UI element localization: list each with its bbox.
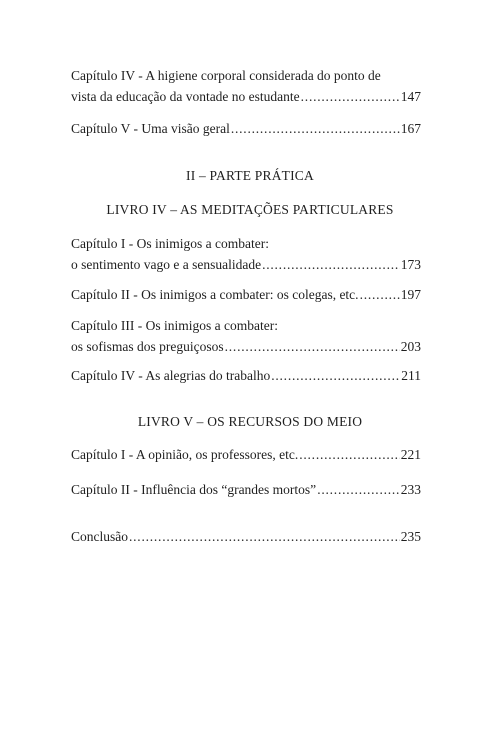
toc-page-number: 221 [400,447,421,462]
dot-leader [299,444,400,465]
toc-page-number: 167 [400,121,421,136]
toc-entry-title: Conclusão [71,529,128,544]
toc-entry-title: Capítulo IV - As alegrias do trabalho [71,368,271,383]
toc-page-number: 211 [401,368,421,383]
dot-leader [317,479,400,500]
toc-entry-title: vista da educação da vontade no estudante [71,89,300,104]
toc-entry-livro5-cap1 [71,444,421,465]
dot-leader [360,284,400,305]
toc-entry-title: Capítulo I - A opinião, os professores, etc. [71,447,299,462]
dot-leader [231,118,400,139]
toc-entry-livro4-cap4 [71,365,421,386]
toc-entry-livro4-cap3 [71,315,421,357]
toc-entry-line [71,65,421,86]
toc-entry-title: Capítulo IV - A higiene corporal considerada do ponto de [71,68,381,83]
dot-leader [271,365,400,386]
book-heading-livro-iv: LIVRO IV – AS MEDITAÇÕES PARTICULARES [106,202,394,217]
dot-leader [225,336,400,357]
book-heading-livro-v: LIVRO V – OS RECURSOS DO MEIO [137,414,363,429]
toc-entry-line [71,284,421,305]
toc-entry-line [71,444,421,465]
toc-page-number: 197 [400,287,421,302]
dot-leader [262,254,400,275]
toc-entry-line [71,254,421,275]
toc-entry-title: Capítulo II - Influência dos “grandes mortos” [71,482,317,497]
toc-entry-line [71,86,421,107]
toc-entry-line [71,233,421,254]
toc-entry-line [71,336,421,357]
dot-leader [301,86,400,107]
toc-entry-line [71,526,421,547]
toc-entry-title: Capítulo II - Os inimigos a combater: os colegas, etc. [71,287,359,302]
toc-entry-title: Capítulo I - Os inimigos a combater: [71,236,269,251]
toc-entry-line [71,315,421,336]
toc-entry-livro4-cap1 [71,233,421,275]
toc-entry-cap5-visao [71,118,421,139]
toc-entry-title: Capítulo III - Os inimigos a combater: [71,318,278,333]
toc-entry-livro4-cap2 [71,284,421,305]
toc-entry-conclusao [71,526,421,547]
toc-entry-line [71,479,421,500]
toc-entry-livro5-cap2 [71,479,421,500]
toc-page-number: 173 [400,257,421,272]
toc-entry-title: os sofismas dos preguiçosos [71,339,224,354]
toc-entry-cap4-higiene [71,65,421,107]
toc-entry-line [71,118,421,139]
part-heading: II – PARTE PRÁTICA [186,168,314,183]
toc-page-number: 147 [400,89,421,104]
toc-entry-line [71,365,421,386]
toc-entry-title: o sentimento vago e a sensualidade [71,257,262,272]
toc-page-number: 233 [400,482,421,497]
toc-page-number: 203 [400,339,421,354]
toc-entry-title: Capítulo V - Uma visão geral [71,121,230,136]
toc-page-number: 235 [400,529,421,544]
dot-leader [129,526,400,547]
